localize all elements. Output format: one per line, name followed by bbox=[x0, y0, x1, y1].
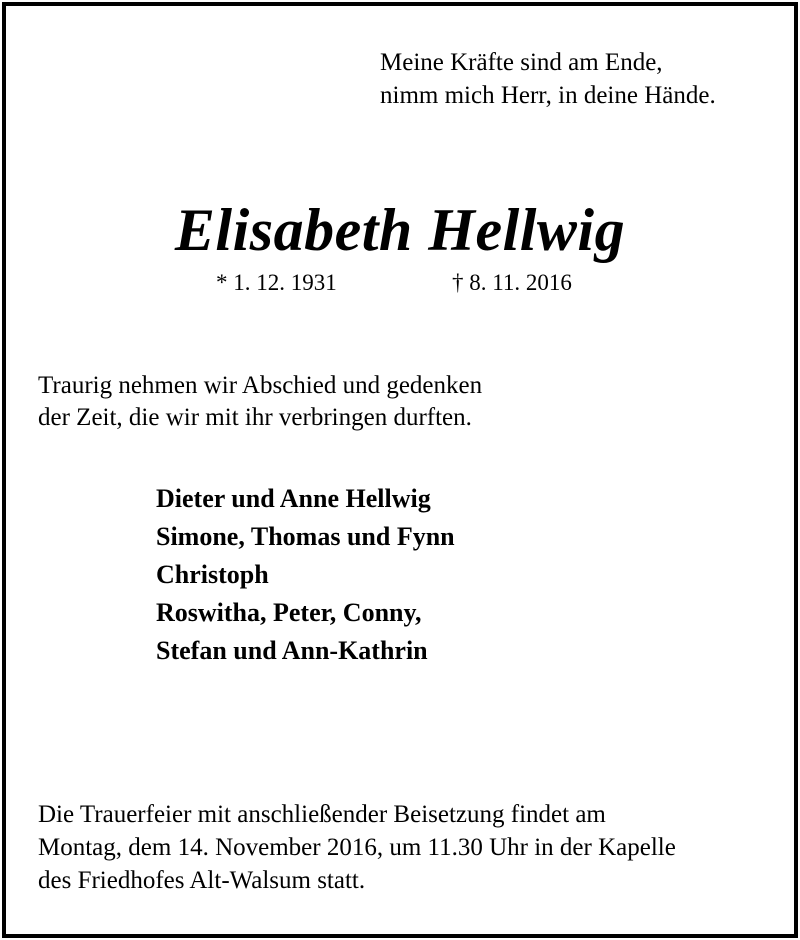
mourning-line: Traurig nehmen wir Abschied und gedenken bbox=[38, 372, 483, 399]
verse-line: Meine Kräfte sind am Ende, bbox=[380, 49, 663, 76]
family-line: Stefan und Ann-Kathrin bbox=[156, 636, 428, 665]
family-line: Christoph bbox=[156, 560, 269, 589]
funeral-notice bbox=[38, 798, 676, 897]
family-line: Simone, Thomas und Fynn bbox=[156, 522, 455, 551]
family-line: Roswitha, Peter, Conny, bbox=[156, 598, 422, 627]
funeral-notice-line: Die Trauerfeier mit anschließender Beisetzung findet am bbox=[38, 801, 606, 828]
obituary-notice bbox=[2, 2, 798, 938]
family-list bbox=[156, 480, 455, 670]
family-line: Dieter und Anne Hellwig bbox=[156, 484, 431, 513]
verse-line: nimm mich Herr, in deine Hände. bbox=[380, 82, 716, 109]
funeral-notice-line: des Friedhofes Alt-Walsum statt. bbox=[38, 867, 366, 894]
deceased-name: Elisabeth Hellwig bbox=[174, 197, 626, 263]
funeral-notice-line: Montag, dem 14. November 2016, um 11.30 Uhr in der Kapelle bbox=[38, 834, 676, 861]
mourning-text bbox=[38, 370, 482, 434]
mourning-line: der Zeit, die wir mit ihr verbringen durften. bbox=[38, 404, 472, 431]
verse bbox=[380, 46, 716, 112]
death-date: † 8. 11. 2016 bbox=[452, 270, 572, 295]
birth-date: * 1. 12. 1931 bbox=[216, 270, 337, 295]
